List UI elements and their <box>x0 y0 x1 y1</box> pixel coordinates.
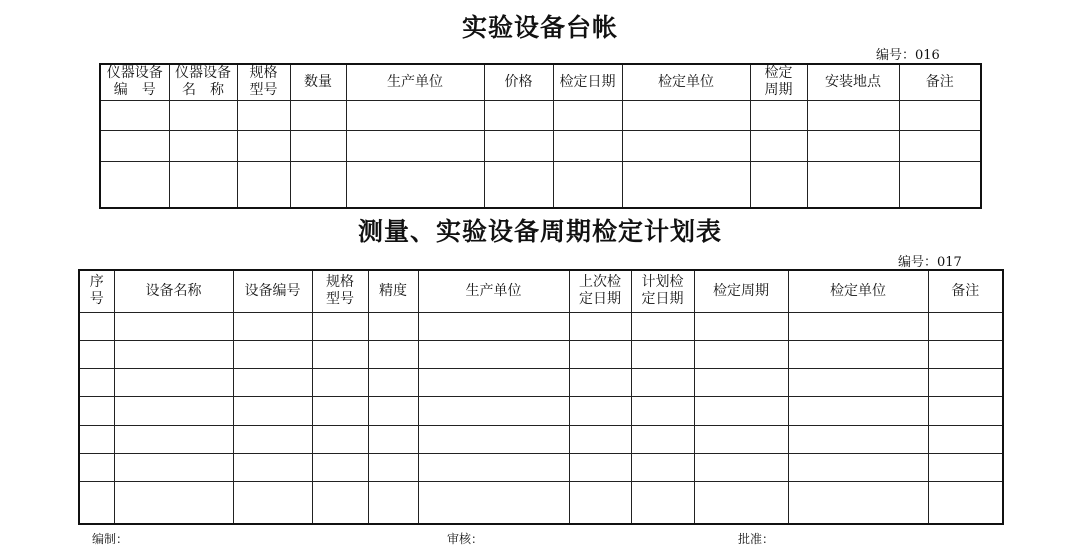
plan-header-text: 计划检 <box>641 274 684 291</box>
table-cell <box>928 453 1003 481</box>
table-cell <box>631 453 694 481</box>
calibration-plan-table <box>78 269 1004 525</box>
table-cell <box>114 482 233 524</box>
approved-by-label: 批准： <box>738 532 775 546</box>
table-cell <box>418 482 569 524</box>
plan-code: 编号：017 <box>898 255 962 270</box>
ledger-header-cell <box>346 64 484 100</box>
plan-header-cell <box>694 270 788 312</box>
table-cell <box>694 482 788 524</box>
table-cell <box>553 162 622 208</box>
plan-header-text: 检定单位 <box>830 282 886 299</box>
table-cell <box>169 100 237 131</box>
table-cell <box>569 397 631 425</box>
table-cell <box>569 482 631 524</box>
table-cell <box>484 131 553 162</box>
table-cell <box>694 369 788 397</box>
prepared-by-label: 编制： <box>92 532 129 546</box>
table-cell <box>79 425 114 453</box>
ledger-header-text: 周期 <box>764 82 793 99</box>
table-cell <box>788 369 928 397</box>
plan-header-cell <box>788 270 928 312</box>
table-cell <box>928 340 1003 368</box>
table-cell <box>807 100 899 131</box>
table-cell <box>928 482 1003 524</box>
table-row <box>79 482 1003 524</box>
table-cell <box>233 425 312 453</box>
ledger-header-text: 备注 <box>925 73 954 90</box>
table-cell <box>569 369 631 397</box>
table-cell <box>312 312 368 340</box>
plan-header-cell <box>569 270 631 312</box>
table-row <box>100 131 981 162</box>
ledger-header-cell <box>807 64 899 100</box>
table-cell <box>237 162 290 208</box>
plan-header-text: 生产单位 <box>465 282 522 299</box>
plan-header-text: 精度 <box>379 282 407 299</box>
table-cell <box>694 312 788 340</box>
table-cell <box>312 425 368 453</box>
table-cell <box>631 340 694 368</box>
table-cell <box>788 312 928 340</box>
plan-header-cell <box>79 270 114 312</box>
ledger-code: 编号：016 <box>876 48 940 63</box>
table-cell <box>346 162 484 208</box>
table-cell <box>79 453 114 481</box>
table-cell <box>368 453 418 481</box>
table-cell <box>312 397 368 425</box>
ledger-header-cell <box>750 64 807 100</box>
table-cell <box>169 162 237 208</box>
ledger-header-text: 数量 <box>304 73 332 90</box>
plan-header-cell <box>233 270 312 312</box>
table-cell <box>368 369 418 397</box>
table-cell <box>553 100 622 131</box>
ledger-header-text: 名 称 <box>182 82 224 99</box>
ledger-header-cell <box>553 64 622 100</box>
table-cell <box>290 131 346 162</box>
table-cell <box>368 312 418 340</box>
ledger-header-text: 价格 <box>504 73 533 90</box>
table-cell <box>290 162 346 208</box>
ledger-header-cell <box>169 64 237 100</box>
plan-header-cell <box>368 270 418 312</box>
table-cell <box>631 397 694 425</box>
plan-header-row <box>79 270 1003 312</box>
table-cell <box>312 453 368 481</box>
table-cell <box>750 162 807 208</box>
table-cell <box>928 397 1003 425</box>
ledger-header-text: 仪器设备 <box>106 65 163 82</box>
table-cell <box>569 453 631 481</box>
table-cell <box>928 312 1003 340</box>
table-cell <box>631 312 694 340</box>
plan-header-text: 上次检 <box>579 274 621 291</box>
table-row <box>79 397 1003 425</box>
table-cell <box>631 425 694 453</box>
table-cell <box>368 397 418 425</box>
table-cell <box>418 340 569 368</box>
table-cell <box>237 131 290 162</box>
table-cell <box>569 312 631 340</box>
table-cell <box>79 340 114 368</box>
table-cell <box>114 312 233 340</box>
ledger-body <box>100 100 981 208</box>
table-row <box>79 453 1003 481</box>
plan-header-text: 型号 <box>326 291 354 308</box>
plan-header-text: 规格 <box>326 274 354 291</box>
table-cell <box>928 425 1003 453</box>
table-cell <box>899 100 981 131</box>
plan-header-text: 定日期 <box>641 291 684 308</box>
ledger-header-text: 编 号 <box>113 82 156 99</box>
table-cell <box>237 100 290 131</box>
table-cell <box>569 340 631 368</box>
table-cell <box>788 397 928 425</box>
plan-header-cell <box>312 270 368 312</box>
table-cell <box>368 482 418 524</box>
ledger-header-text: 型号 <box>249 82 278 99</box>
table-cell <box>290 100 346 131</box>
plan-header-text: 检定周期 <box>713 282 769 299</box>
ledger-header-text: 检定日期 <box>559 73 616 90</box>
plan-header-text: 号 <box>89 291 104 308</box>
table-cell <box>899 162 981 208</box>
ledger-header-text: 安装地点 <box>825 73 881 90</box>
table-cell <box>312 369 368 397</box>
plan-title: 测量、实验设备周期检定计划表 <box>357 217 722 246</box>
table-cell <box>631 369 694 397</box>
ledger-header-text: 规格 <box>249 65 278 82</box>
ledger-header-text: 生产单位 <box>387 73 443 90</box>
ledger-header-row <box>100 64 981 100</box>
plan-header-text: 设备编号 <box>244 282 301 299</box>
table-cell <box>114 369 233 397</box>
reviewed-by-label: 审核： <box>447 532 484 546</box>
plan-header-cell <box>114 270 233 312</box>
table-row <box>100 162 981 208</box>
table-cell <box>368 425 418 453</box>
table-cell <box>100 162 169 208</box>
plan-body <box>79 312 1003 524</box>
plan-header-cell <box>631 270 694 312</box>
table-row <box>79 312 1003 340</box>
ledger-header-cell <box>484 64 553 100</box>
table-cell <box>622 162 750 208</box>
plan-header-text: 备注 <box>951 282 980 299</box>
plan-header-cell <box>928 270 1003 312</box>
table-cell <box>418 312 569 340</box>
table-cell <box>418 425 569 453</box>
ledger-header-cell <box>899 64 981 100</box>
table-cell <box>807 131 899 162</box>
table-cell <box>694 453 788 481</box>
table-cell <box>631 482 694 524</box>
table-cell <box>368 340 418 368</box>
table-cell <box>233 482 312 524</box>
table-cell <box>233 340 312 368</box>
table-cell <box>418 397 569 425</box>
ledger-title: 实验设备台帐 <box>461 13 618 42</box>
table-row <box>79 425 1003 453</box>
ledger-header-cell <box>290 64 346 100</box>
table-cell <box>418 369 569 397</box>
table-cell <box>694 340 788 368</box>
table-cell <box>622 100 750 131</box>
table-row <box>79 369 1003 397</box>
table-cell <box>312 482 368 524</box>
plan-header-text: 设备名称 <box>145 282 202 299</box>
table-cell <box>788 425 928 453</box>
table-cell <box>694 425 788 453</box>
table-cell <box>233 453 312 481</box>
table-cell <box>114 397 233 425</box>
table-cell <box>100 100 169 131</box>
table-cell <box>169 131 237 162</box>
table-cell <box>79 369 114 397</box>
plan-header-text: 定日期 <box>579 291 621 308</box>
ledger-header-text: 检定 <box>764 65 793 82</box>
table-cell <box>114 425 233 453</box>
table-cell <box>418 453 569 481</box>
table-cell <box>694 397 788 425</box>
table-cell <box>484 100 553 131</box>
table-cell <box>569 425 631 453</box>
table-cell <box>346 100 484 131</box>
table-cell <box>312 340 368 368</box>
table-cell <box>928 369 1003 397</box>
ledger-header-cell <box>100 64 169 100</box>
table-cell <box>114 340 233 368</box>
table-cell <box>622 131 750 162</box>
table-cell <box>346 131 484 162</box>
table-row <box>100 100 981 131</box>
table-cell <box>114 453 233 481</box>
table-cell <box>788 482 928 524</box>
table-cell <box>100 131 169 162</box>
ledger-header-cell <box>237 64 290 100</box>
table-cell <box>79 482 114 524</box>
table-cell <box>807 162 899 208</box>
table-cell <box>788 453 928 481</box>
ledger-header-cell <box>622 64 750 100</box>
equipment-ledger-table <box>99 63 982 209</box>
table-cell <box>553 131 622 162</box>
table-cell <box>484 162 553 208</box>
table-row <box>79 340 1003 368</box>
table-cell <box>788 340 928 368</box>
ledger-header-text: 检定单位 <box>658 73 714 90</box>
table-cell <box>79 312 114 340</box>
table-cell <box>899 131 981 162</box>
table-cell <box>233 397 312 425</box>
plan-header-text: 序 <box>89 274 104 291</box>
table-cell <box>233 312 312 340</box>
table-cell <box>750 131 807 162</box>
table-cell <box>233 369 312 397</box>
ledger-header-text: 仪器设备 <box>175 65 231 82</box>
table-cell <box>79 397 114 425</box>
plan-header-cell <box>418 270 569 312</box>
table-cell <box>750 100 807 131</box>
